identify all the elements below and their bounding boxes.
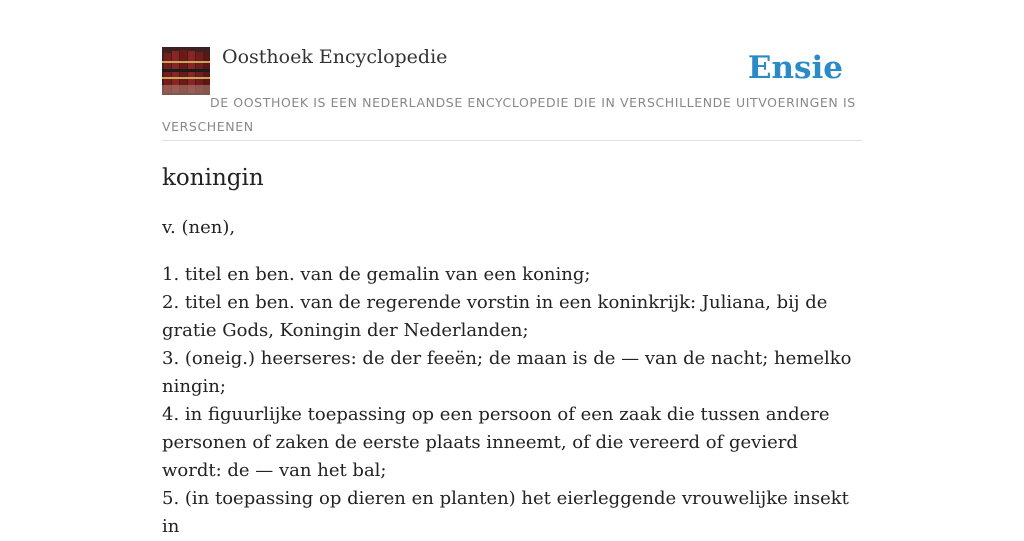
- site-header: [162, 44, 862, 141]
- brand-logo[interactable]: Ensie: [747, 50, 843, 86]
- site-subtitle: DE OOSTHOEK IS EEN NEDERLANDSE ENCYCLOPEDIE DIE IN VERSCHILLENDE UITVOERINGEN IS VERSCHENEN: [162, 95, 856, 134]
- definition-item: 3. (oneig.) heerseres: de der feeën; de maan is de — van de nacht; hemelko ningin;: [162, 348, 852, 397]
- site-avatar[interactable]: [162, 47, 210, 95]
- definition-item: 5. (in toepassing op dieren en planten) het eierleggende vrouwelijke insekt in: [162, 488, 849, 537]
- definition-list: [162, 261, 862, 541]
- entry-title: koningin: [162, 165, 264, 191]
- book-spines-avatar-icon: [162, 47, 210, 95]
- entry-grammar: v. (nen),: [162, 217, 236, 238]
- entry-content: [162, 160, 862, 541]
- definition-item: 4. in figuurlijke toepassing op een persoon of een zaak die tussen andere personen of zaken de eerste plaats inneemt, of die vereerd of gevierd wordt: de — van het bal;: [162, 404, 830, 481]
- definition-item: 2. titel en ben. van de regerende vorstin in een koninkrijk: Juliana, bij de gratie Gods, Koningin der Nederlanden;: [162, 292, 828, 341]
- definition-item: 1. titel en ben. van de gemalin van een koning;: [162, 264, 591, 285]
- site-title[interactable]: Oosthoek Encyclopedie: [222, 46, 448, 68]
